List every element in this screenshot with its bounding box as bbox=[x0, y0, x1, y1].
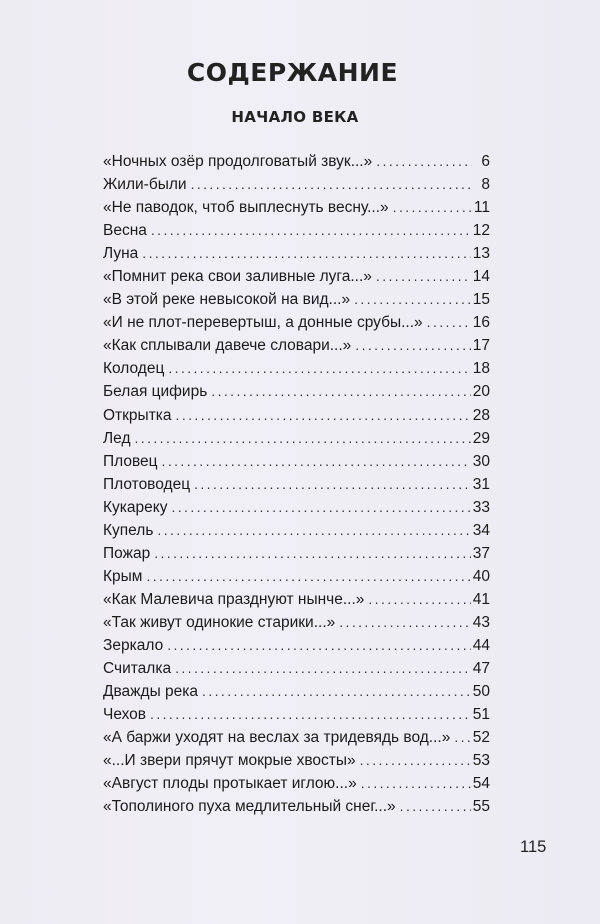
toc-entry bbox=[103, 703, 490, 726]
toc-entry-page: 6 bbox=[481, 153, 490, 170]
toc-entry bbox=[103, 542, 490, 565]
toc-entry-title: Луна bbox=[103, 245, 139, 263]
toc-entry bbox=[103, 772, 490, 795]
dot-leader bbox=[171, 496, 470, 519]
toc-entry bbox=[103, 288, 490, 311]
toc-entry bbox=[103, 242, 490, 265]
toc-entry bbox=[103, 611, 490, 634]
toc-entry bbox=[103, 450, 490, 473]
toc-entry-page: 54 bbox=[472, 775, 490, 793]
page-title: СОДЕРЖАНИЕ bbox=[186, 58, 399, 87]
dot-leader bbox=[168, 357, 470, 380]
toc-entry-title: Кукареку bbox=[103, 498, 168, 516]
dot-leader bbox=[339, 611, 470, 634]
toc-entry-page: 37 bbox=[472, 544, 490, 562]
toc-entry bbox=[103, 357, 490, 380]
table-of-contents bbox=[103, 150, 490, 818]
toc-entry bbox=[103, 427, 490, 450]
section-title: НАЧАЛО ВЕКА bbox=[231, 108, 359, 126]
toc-entry-title: «Ночных озёр продолговатый звук...» bbox=[103, 153, 373, 170]
toc-entry bbox=[103, 657, 490, 680]
toc-entry-title: Плотоводец bbox=[103, 475, 191, 493]
toc-entry bbox=[103, 588, 490, 611]
dot-leader bbox=[376, 150, 472, 173]
toc-entry-title: Чехов bbox=[103, 706, 147, 724]
dot-leader bbox=[150, 703, 471, 726]
dot-leader bbox=[393, 196, 472, 219]
dot-leader bbox=[175, 657, 471, 680]
toc-entry bbox=[103, 173, 490, 196]
toc-entry-page: 44 bbox=[472, 636, 490, 654]
dot-leader bbox=[167, 634, 471, 657]
toc-entry-title: Жили-были bbox=[103, 176, 187, 194]
toc-entry-title: Весна bbox=[103, 222, 147, 240]
page-number: 115 bbox=[520, 838, 547, 856]
dot-leader bbox=[157, 519, 470, 542]
dot-leader bbox=[154, 542, 471, 565]
toc-entry bbox=[103, 311, 490, 334]
toc-entry-page: 20 bbox=[472, 383, 490, 401]
toc-entry-title: Купель bbox=[103, 521, 154, 539]
toc-entry-title: «Август плоды протыкает иглою...» bbox=[103, 775, 357, 793]
dot-leader bbox=[191, 173, 472, 196]
toc-entry-title: «И не плот-перевертыш, а донные срубы...» bbox=[103, 314, 423, 332]
toc-entry bbox=[103, 565, 490, 588]
toc-entry bbox=[103, 219, 490, 242]
toc-entry-page: 14 bbox=[472, 268, 490, 286]
toc-entry-title: «В этой реке невысокой на вид...» bbox=[103, 291, 351, 309]
toc-entry bbox=[103, 496, 490, 519]
toc-entry-page: 30 bbox=[472, 452, 490, 470]
dot-leader bbox=[354, 288, 471, 311]
toc-entry-title: Белая цифирь bbox=[103, 383, 208, 401]
toc-entry bbox=[103, 749, 490, 772]
dot-leader bbox=[361, 772, 471, 795]
dot-leader bbox=[400, 795, 471, 818]
toc-entry-page: 51 bbox=[472, 706, 490, 724]
dot-leader bbox=[211, 380, 470, 403]
toc-entry-page: 16 bbox=[472, 314, 490, 332]
toc-entry-page: 34 bbox=[472, 521, 490, 539]
dot-leader bbox=[355, 334, 470, 357]
toc-entry-page: 40 bbox=[472, 567, 490, 585]
toc-entry-title: «Не паводок, чтоб выплеснуть весну...» bbox=[103, 199, 389, 217]
toc-entry bbox=[103, 404, 490, 427]
toc-entry-title: Открытка bbox=[103, 406, 172, 424]
toc-entry-title: «Тополиного пуха медлительный снег...» bbox=[103, 798, 396, 816]
toc-entry-title: Крым bbox=[103, 567, 143, 585]
toc-entry bbox=[103, 634, 490, 657]
toc-entry-title: «Так живут одинокие старики...» bbox=[103, 613, 336, 631]
toc-entry-page: 29 bbox=[472, 429, 490, 447]
toc-entry-page: 31 bbox=[472, 475, 490, 493]
dot-leader bbox=[162, 450, 471, 473]
toc-entry-title: «А баржи уходят на веслах за тридевядь вод...» bbox=[103, 729, 451, 747]
toc-entry-page: 15 bbox=[472, 291, 490, 309]
dot-leader bbox=[202, 680, 471, 703]
dot-leader bbox=[360, 749, 471, 772]
toc-entry-title: «...И звери прячут мокрые хвосты» bbox=[103, 752, 356, 770]
toc-entry bbox=[103, 795, 490, 818]
toc-entry bbox=[103, 196, 490, 219]
toc-entry bbox=[103, 334, 490, 357]
toc-entry-page: 28 bbox=[472, 406, 490, 424]
dot-leader bbox=[368, 588, 470, 611]
toc-entry-title: Лед bbox=[103, 429, 131, 447]
toc-entry-page: 41 bbox=[472, 590, 490, 608]
toc-entry bbox=[103, 150, 490, 173]
toc-entry bbox=[103, 680, 490, 703]
toc-entry-title: «Как Малевича празднуют нынче...» bbox=[103, 590, 365, 608]
toc-entry-title: «Помнит река свои заливные луга...» bbox=[103, 268, 372, 286]
toc-entry-page: 12 bbox=[472, 222, 490, 240]
toc-entry-page: 43 bbox=[472, 613, 490, 631]
toc-entry bbox=[103, 380, 490, 403]
toc-entry-page: 52 bbox=[472, 729, 490, 747]
dot-leader bbox=[454, 726, 470, 749]
dot-leader bbox=[194, 473, 471, 496]
dot-leader bbox=[427, 311, 471, 334]
toc-entry-page: 8 bbox=[481, 176, 490, 194]
toc-entry-page: 53 bbox=[472, 752, 490, 770]
toc-entry-page: 13 bbox=[472, 245, 490, 263]
toc-entry-page: 18 bbox=[472, 360, 490, 378]
toc-entry-title: Пожар bbox=[103, 544, 151, 562]
dot-leader bbox=[376, 265, 471, 288]
toc-entry-title: Зеркало bbox=[103, 636, 164, 654]
toc-entry-page: 47 bbox=[472, 660, 490, 678]
toc-entry-page: 17 bbox=[472, 337, 490, 355]
toc-entry-title: Дважды река bbox=[103, 683, 199, 701]
dot-leader bbox=[142, 242, 470, 265]
dot-leader bbox=[176, 404, 471, 427]
toc-entry-page: 50 bbox=[472, 683, 490, 701]
dot-leader bbox=[151, 219, 471, 242]
toc-entry bbox=[103, 265, 490, 288]
toc-entry-page: 11 bbox=[473, 199, 490, 217]
toc-entry bbox=[103, 726, 490, 749]
toc-entry-page: 55 bbox=[472, 798, 490, 816]
toc-entry-title: Колодец bbox=[103, 360, 165, 378]
toc-entry-title: Пловец bbox=[103, 452, 158, 470]
toc-entry-title: Считалка bbox=[103, 660, 172, 678]
toc-entry-page: 33 bbox=[472, 498, 490, 516]
toc-entry bbox=[103, 473, 490, 496]
dot-leader bbox=[135, 427, 471, 450]
toc-entry-title: «Как сплывали давече словари...» bbox=[103, 337, 352, 355]
dot-leader bbox=[146, 565, 470, 588]
toc-entry bbox=[103, 519, 490, 542]
